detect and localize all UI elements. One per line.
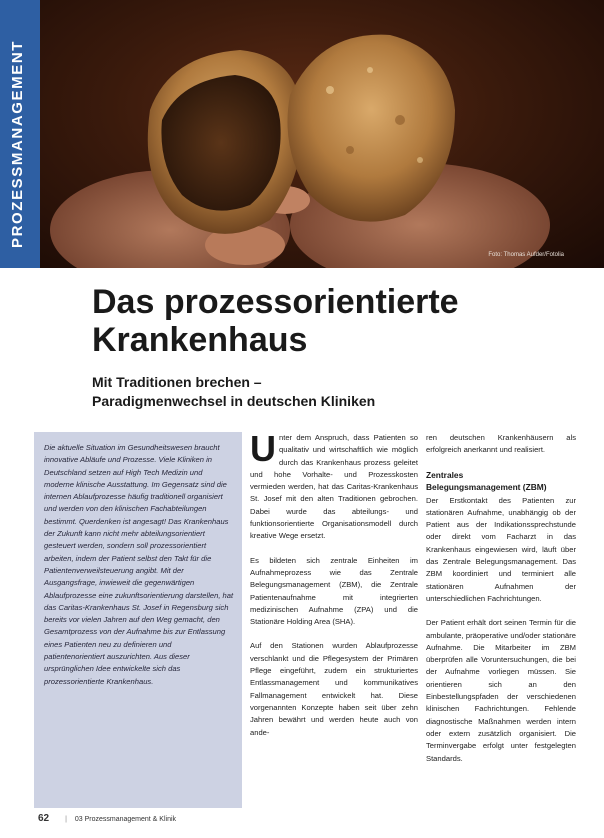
intro-box	[34, 432, 242, 808]
photo-credit: Foto: Thomas Aufder/Fotolia	[488, 252, 564, 258]
subtitle-line-1: Mit Traditionen brechen –	[92, 374, 262, 390]
body-column-middle	[250, 428, 418, 751]
body-paragraph: ren deutschen Krankenhäusern als erfolgreich anerkannt und realisiert.	[426, 433, 576, 455]
dropcap: U	[250, 428, 276, 469]
bread-in-hands-illustration	[0, 0, 604, 268]
body-paragraph: Der Patient erhält dort seinen Termin für die ambulante, präoperative und/oder stationäre Aufnahme. Die Mitarbeiter im ZBM überprüfen alle Voruntersuchungen, die bei der Aufnahme vorliegen müssen. Sie orientieren sich an den Einbestellungspfaden der verschiedenen klinischen Fachrichtungen. Fehlende diagnostische Maßnahmen werden intern oder extern zusätzlich organisiert. Die Terminvergabe erfolgt unter festgelegten Standards.	[426, 618, 576, 763]
body-column-right	[426, 432, 576, 777]
article-title	[92, 283, 572, 359]
subtitle-line-2: Paradigmenwechsel in deutschen Kliniken	[92, 393, 376, 409]
article-subtitle	[92, 373, 572, 411]
journal-name: 03 Prozessmanagement & Klinik	[74, 816, 177, 823]
section-label: PROZESSMANAGEMENT	[9, 39, 26, 248]
title-line-2: Krankenhaus	[92, 321, 308, 359]
page-footer	[38, 813, 578, 824]
section-heading	[426, 469, 576, 493]
header-photo	[0, 0, 604, 268]
page-number: 62	[38, 813, 50, 824]
body-paragraph: Es bildeten sich zentrale Einheiten im Aufnahmeprozess wie das Zentrale Belegungsmanagement (ZBM), die Zentrale Patientenaufnahme mit integrierten medizinischen Aufnahme (ZPA) und die Stationäre Holding Area (SHA).	[250, 555, 418, 627]
section-heading-line-1: Zentrales	[426, 469, 464, 480]
section-heading-line-2: Belegungsmanagement (ZBM)	[426, 481, 547, 492]
body-paragraph-text: nter dem Anspruch, dass Patienten so qualitativ und wirtschaftlich wie möglich durch das Krankenhaus prozess geleitet und hohe Vorhalte- und Prozesskosten vermieden werden, hat das Caritas-Krankenhaus St. Josef mit den alten Traditionen gebrochen. Dabei wurde das abteilungs- und funktionsorientierte Organisationsmodell durch kreative Wege ersetzt.	[250, 433, 418, 541]
footer-separator: |	[65, 816, 67, 823]
body-paragraph: Auf den Stationen wurden Ablaufprozesse verschlankt und die Pflegesystem der Primären Pflege eingeführt, zudem ein strukturiertes Entlassmanagement und kommunikatives Fallmanagement entwickelt hat. Diese vorgenannten Konzepte haben seit über zehn Jahren bewährt und werden heute auch von ande-	[250, 641, 418, 737]
intro-text: Die aktuelle Situation im Gesundheitswesen braucht innovative Abläufe und Prozesse. Viele Kliniken in Deutschland setzen auf High Tech Medizin und moderne klinische Ausstattung. Im Gegensatz sind die internen Ablaufprozesse häufig traditionell organisiert und werden von den klinischen Fachabteilungen bestimmt. Querdenken ist angesagt! Das Krankenhaus der Zukunft kann nicht mehr abteilungsorientiert gesteuert werden, sondern soll prozessorientiert arbeiten, indem der Patient selbst den Takt für die Patientenverweilsteuerung angibt. Mit der Ausgangsfrage, inwieweit die gegenwärtigen Ablaufprozesse eine zukunftsorientierung darstellen, hat das Caritas-Krankenhaus St. Josef in Regensburg sich bereits vor vielen Jahren auf den Weg gemacht, den Gesamtprozess von der Aufnahme bis zur Entlassung eines Patienten neu zu definieren und patientenorientiert auszurichten. Aus dieser ursprünglichen Idee entwickelte sich das prozessorientierte Krankenhaus.	[44, 443, 234, 686]
body-paragraph: Der Erstkontakt des Patienten zur stationären Aufnahme, unabhängig ob der Patient aus der Indikationssprechstunde oder direkt vom Facharzt in das Krankenhaus eingewiesen wird, läuft über das Zentrale Belegungsmanagement. Das ZBM koordiniert und terminiert alle stationären Aufnahmen der unterschiedlichen Fachrichtungen.	[426, 495, 576, 603]
body-paragraph	[250, 428, 418, 543]
title-line-1: Das prozessorientierte	[92, 283, 459, 321]
